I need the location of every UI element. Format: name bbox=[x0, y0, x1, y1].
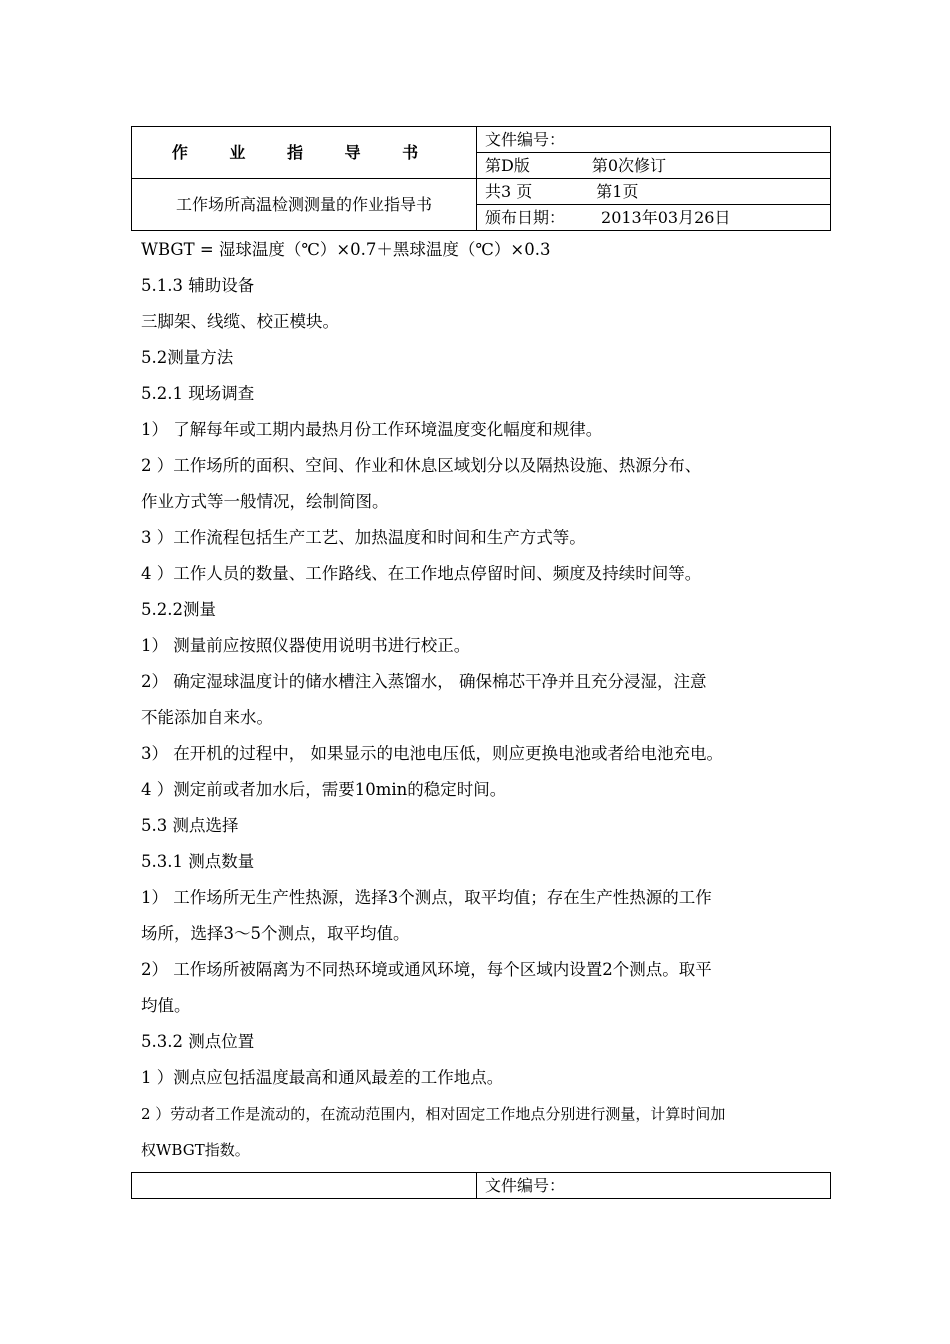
body-line: 三脚架、线缆、校正模块。 bbox=[141, 312, 339, 331]
body-line: 4 ）测定前或者加水后，需要10min的稳定时间。 bbox=[141, 780, 507, 799]
issue-date-label: 颁布日期： bbox=[485, 208, 566, 227]
total-pages-text: 共3 页 bbox=[485, 182, 533, 201]
document-body bbox=[141, 232, 821, 1168]
body-line: 均值。 bbox=[141, 996, 191, 1015]
body-line: 4 ）工作人员的数量、工作路线、在工作地点停留时间、频度及持续时间等。 bbox=[141, 564, 702, 583]
body-line: 5.2.2测量 bbox=[141, 600, 216, 619]
edition-cell bbox=[477, 153, 831, 179]
body-line: 1） 工作场所无生产性热源，选择3个测点，取平均值；存在生产性热源的工作 bbox=[141, 888, 712, 907]
body-line: 5.3 测点选择 bbox=[141, 816, 239, 835]
edition-text: 第D版 bbox=[485, 156, 530, 175]
body-line: 1 ）测点应包括温度最高和通风最差的工作地点。 bbox=[141, 1068, 504, 1087]
issue-date-cell bbox=[477, 205, 831, 231]
document-title: 作 业 指 导 书 bbox=[132, 127, 477, 179]
footer-header-table bbox=[131, 1172, 831, 1199]
page-number-text: 第1页 bbox=[596, 182, 639, 201]
body-line: 1） 测量前应按照仪器使用说明书进行校正。 bbox=[141, 636, 471, 655]
body-line: 1） 了解每年或工期内最热月份工作环境温度变化幅度和规律。 bbox=[141, 420, 603, 439]
revision-text: 第0次修订 bbox=[591, 156, 667, 175]
body-line: 5.3.1 测点数量 bbox=[141, 852, 255, 871]
body-line: 5.2测量方法 bbox=[141, 348, 234, 367]
body-line: 2） 确定湿球温度计的储水槽注入蒸馏水， 确保棉芯干净并且充分浸湿，注意 bbox=[141, 672, 707, 691]
body-line: 5.1.3 辅助设备 bbox=[141, 276, 255, 295]
body-line: WBGT = 湿球温度（℃）×0.7＋黑球温度（℃）×0.3 bbox=[141, 240, 551, 259]
issue-date-value: 2013年03月26日 bbox=[601, 208, 731, 227]
body-line: 2 ）劳动者工作是流动的，在流动范围内，相对固定工作地点分别进行测量，计算时间加 bbox=[141, 1105, 726, 1123]
page-count-cell bbox=[477, 179, 831, 205]
body-line: 2） 工作场所被隔离为不同热环境或通风环境，每个区域内设置2个测点。取平 bbox=[141, 960, 712, 979]
footer-doc-number-label: 文件编号： bbox=[477, 1173, 831, 1199]
body-line: 5.2.1 现场调查 bbox=[141, 384, 255, 403]
body-line: 5.3.2 测点位置 bbox=[141, 1032, 255, 1051]
doc-number-label: 文件编号： bbox=[477, 127, 831, 153]
body-line: 权WBGT指数。 bbox=[141, 1141, 250, 1159]
body-line: 场所，选择3～5个测点，取平均值。 bbox=[141, 924, 410, 943]
document-subject: 工作场所高温检测测量的作业指导书 bbox=[132, 179, 477, 231]
body-line: 不能添加自来水。 bbox=[141, 708, 273, 727]
body-line: 3） 在开机的过程中， 如果显示的电池电压低，则应更换电池或者给电池充电。 bbox=[141, 744, 723, 763]
body-line: 作业方式等一般情况，绘制简图。 bbox=[141, 492, 389, 511]
header-table bbox=[131, 126, 831, 231]
footer-blank-cell bbox=[132, 1173, 477, 1199]
body-line: 2 ）工作场所的面积、空间、作业和休息区域划分以及隔热设施、热源分布、 bbox=[141, 456, 702, 475]
body-line: 3 ）工作流程包括生产工艺、加热温度和时间和生产方式等。 bbox=[141, 528, 586, 547]
